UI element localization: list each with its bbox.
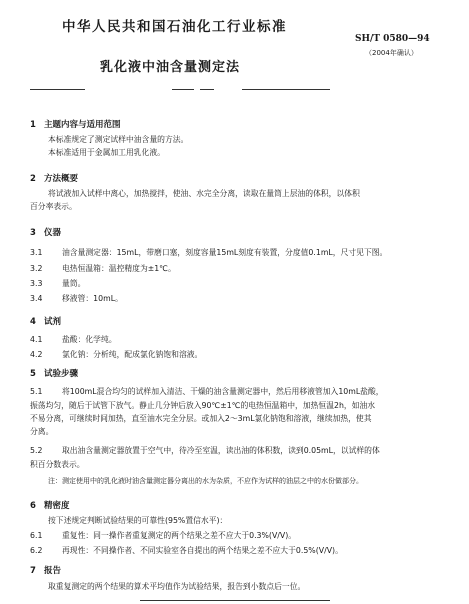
section-title: 仪器 [44,228,62,238]
section-title: 试验步骤 [44,369,79,379]
item-number: 5.2 [30,446,43,455]
section-number: 3 [30,228,36,238]
section-number: 4 [30,317,36,327]
confirmation-note: （2004年确认） [365,49,418,57]
item-number: 4.2 [30,350,43,359]
footer-divider [140,600,330,601]
item-text: 重复性：同一操作者重复测定的两个结果之差不应大于0.3%(V/V)。 [62,531,297,540]
body-line: 本标准规定了测定试样中油含量的方法。 [48,135,189,144]
body-line: 振荡均匀，随后于试管下放气。静止几分钟后放入90℃±1℃的电热恒温箱中，加热恒温2h，如油水 [30,401,376,410]
item-number: 6.2 [30,546,43,555]
item-number: 3.3 [30,279,43,288]
section-number: 1 [30,120,36,130]
document-title: 乳化液中油含量测定法 [100,60,241,75]
item-text: 量筒。 [62,279,86,288]
item-text: 电热恒温箱：温控精度为±1℃。 [62,264,176,273]
body-line: 取重复测定的两个结果的算术平均值作为试验结果，报告到小数点后一位。 [48,582,306,591]
section-number: 2 [30,174,36,184]
section-title: 报告 [44,566,62,576]
item-number: 6.1 [30,531,43,540]
list-item [30,530,296,541]
section-heading [30,564,61,576]
section-body [48,580,305,593]
issuing-organization: 中华人民共和国石油化工行业标准 [62,19,287,35]
item-number: 3.2 [30,264,43,273]
body-line: 百分率表示。 [30,202,77,211]
list-item [30,263,176,274]
section-body [30,187,360,213]
item-text: 油含量测定器：15mL，带磨口塞，刻度容量15mL刻度有装置，分度值0.1mL，尺寸见下图。 [62,248,388,257]
list-item [30,247,387,258]
list-item [30,334,117,345]
item-text: 移液管：10mL。 [62,294,123,303]
body-line: 积百分数表示。 [30,460,85,469]
item-continuation [30,458,85,471]
section-intro: 按下述规定判断试验结果的可靠性(95%置信水平)： [48,516,228,525]
section-heading [30,226,61,238]
procedure-note: 注：测定使用中的乳化液时油含量测定器分离出的水为杂质，不应作为试样的油层之中的水份做部分。 [48,477,363,485]
section-heading [30,118,121,130]
item-number: 3.1 [30,248,43,257]
list-item [30,386,384,397]
body-line: 分离。 [30,427,54,436]
standard-number: SH/T 0580—94 [355,34,430,44]
header-divider [242,89,330,90]
item-number: 3.4 [30,294,43,303]
section-title: 试剂 [44,317,62,327]
list-item [30,278,85,289]
list-item [30,349,202,360]
list-item [30,545,343,556]
list-item [30,293,123,304]
item-number: 5.1 [30,387,43,396]
section-number: 6 [30,501,36,511]
item-text: 再现性：不同操作者、不同实验室各自提出的两个结果之差不应大于0.5%(V/V)。 [62,546,343,555]
section-title: 精密度 [44,501,70,511]
body-line: 本标准适用于金属加工用乳化液。 [48,148,165,157]
item-text: 氯化钠：分析纯，配成氯化钠饱和溶液。 [62,350,203,359]
header-divider [200,89,214,90]
section-number: 7 [30,566,36,576]
header-divider [30,89,85,90]
header-divider [172,89,194,90]
item-text: 盐酸：化学纯。 [62,335,117,344]
section-heading [30,367,78,379]
section-heading [30,499,70,511]
body-line: 不易分离，可继续时间加热，直至油水完全分层。或加入2～3mL氯化钠饱和溶液，继续加热，使其 [30,414,372,423]
item-text: 将100mL混合均匀的试样加入清洁、干燥的油含量测定器中，然后用移液管加入10mL盐酸， [62,387,384,396]
section-heading [30,172,78,184]
list-item [30,445,380,456]
section-title: 方法概要 [44,174,79,184]
section-title: 主题内容与适用范围 [44,120,121,130]
section-heading [30,315,61,327]
section-number: 5 [30,369,36,379]
item-text: 取出油含量测定器放置于空气中，待冷至室温，读出油的体积数，读到0.05mL，以试样的体 [62,446,380,455]
section-body [48,133,188,159]
item-number: 4.1 [30,335,43,344]
body-line: 将试液加入试样中离心，加热搅拌，使油、水完全分离，读取在量筒上层油的体积，以体积 [48,189,360,198]
item-continuation [30,399,375,438]
